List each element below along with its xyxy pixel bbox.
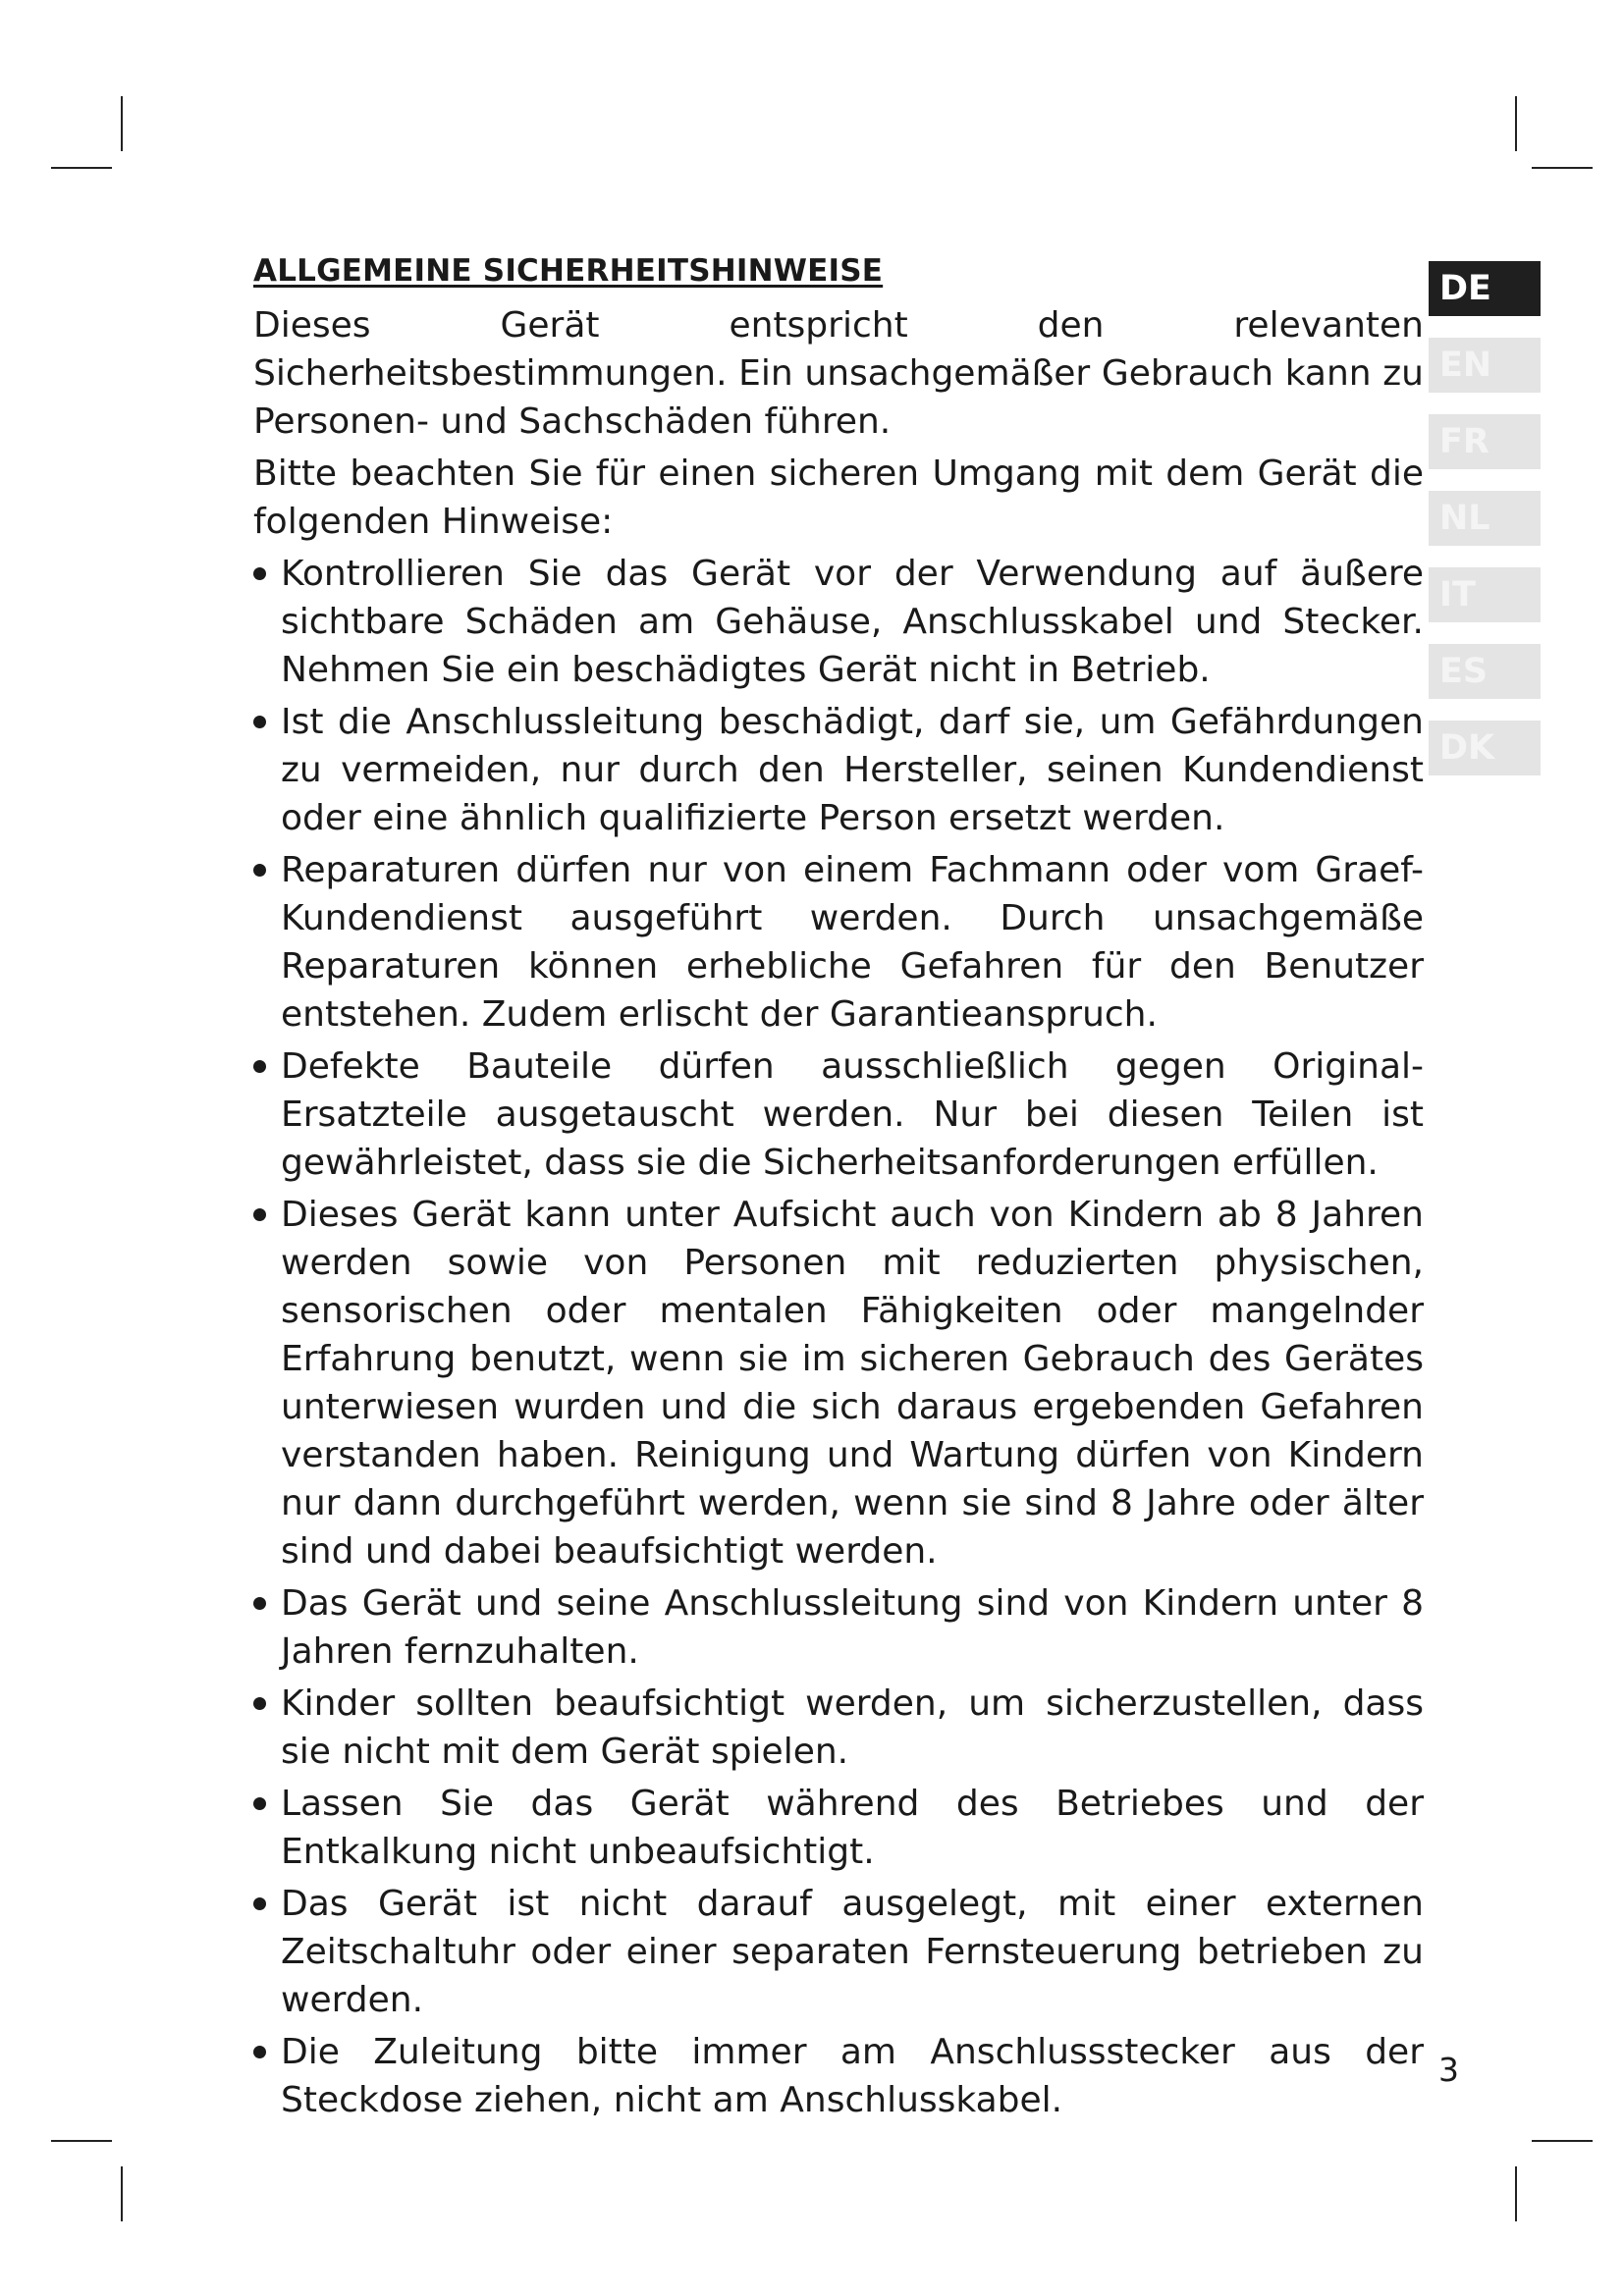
safety-notes-list: [253, 550, 1424, 2124]
crop-mark-top-left-vertical: [121, 96, 123, 151]
bullet-icon: [253, 1697, 266, 1710]
list-item-text: Defekte Bauteile dürfen ausschließlich gegen Original-Ersatzteile ausgetauscht werden. Nur bei diesen Teilen ist gewährleistet, dass sie die Sicherheitsanforderungen erfüllen.: [281, 1046, 1424, 1183]
list-item-text: Das Gerät ist nicht darauf ausgelegt, mit einer externen Zeitschaltuhr oder einer separaten Fernsteuerung betrieben zu werden.: [281, 1884, 1424, 2020]
page-content: [253, 245, 1424, 2128]
crop-mark-top-left-horizontal: [51, 167, 112, 169]
list-item: [253, 1579, 1424, 1676]
list-item: [253, 1191, 1424, 1575]
bullet-icon: [253, 864, 266, 877]
language-tab-it[interactable]: IT: [1429, 567, 1541, 622]
language-tab-dk[interactable]: DK: [1429, 721, 1541, 775]
list-item: [253, 1680, 1424, 1776]
bullet-icon: [253, 1060, 266, 1073]
crop-mark-bottom-left-vertical: [121, 2166, 123, 2221]
list-item: [253, 550, 1424, 694]
language-tab-de[interactable]: DE: [1429, 261, 1541, 316]
language-tabs: [1429, 261, 1541, 797]
crop-mark-bottom-left-horizontal: [51, 2140, 112, 2142]
list-item: [253, 1042, 1424, 1187]
instruction-paragraph: Bitte beachten Sie für einen sicheren Umgang mit dem Gerät die folgenden Hinweise:: [253, 454, 1424, 542]
list-item-text: Die Zuleitung bitte immer am Anschlussstecker aus der Steckdose ziehen, nicht am Anschlusskabel.: [281, 2032, 1424, 2120]
page-number: 3: [1438, 2051, 1459, 2089]
intro-paragraph: Dieses Gerät entspricht den relevanten Sicherheitsbestimmungen. Ein unsachgemäßer Gebrauch kann zu Personen- und Sachschäden führen.: [253, 305, 1424, 442]
crop-mark-bottom-right-vertical: [1515, 2166, 1517, 2221]
section-heading: ALLGEMEINE SICHERHEITSHINWEISE: [253, 253, 884, 289]
bullet-icon: [253, 716, 266, 728]
list-item: [253, 846, 1424, 1039]
list-item-text: Das Gerät und seine Anschlussleitung sind von Kindern unter 8 Jahren fernzuhalten.: [281, 1583, 1424, 1672]
bullet-icon: [253, 567, 266, 580]
bullet-icon: [253, 1797, 266, 1810]
language-tab-nl[interactable]: NL: [1429, 491, 1541, 546]
list-item: [253, 2028, 1424, 2124]
list-item-text: Dieses Gerät kann unter Aufsicht auch von Kindern ab 8 Jahren werden sowie von Personen mit reduzierten physischen, sensorischen oder mentalen Fähigkeiten oder mangelnder Erfahrung benutzt, wenn sie im sicheren Gebrauch des Gerätes unterwiesen wurden und die sich daraus ergebenden Gefahren verstanden haben. Reinigung und Wartung dürfen von Kindern nur dann durchgeführt werden, wenn sie sind 8 Jahre oder älter sind und dabei beaufsichtigt werden.: [281, 1195, 1424, 1572]
list-item-text: Reparaturen dürfen nur von einem Fachmann oder vom Graef-Kundendienst ausgeführt werden. Durch unsachgemäße Reparaturen können erhebliche Gefahren für den Benutzer entstehen. Zudem erlischt der Garantieanspruch.: [281, 850, 1424, 1035]
crop-mark-top-right-vertical: [1515, 96, 1517, 151]
bullet-icon: [253, 1208, 266, 1221]
list-item: [253, 698, 1424, 842]
crop-mark-bottom-right-horizontal: [1532, 2140, 1593, 2142]
list-item-text: Ist die Anschlussleitung beschädigt, darf sie, um Gefährdungen zu vermeiden, nur durch den Hersteller, seinen Kundendienst oder eine ähnlich qualifizierte Person ersetzt werden.: [281, 702, 1424, 838]
list-item-text: Lassen Sie das Gerät während des Betriebes und der Entkalkung nicht unbeaufsichtigt.: [281, 1784, 1424, 1872]
bullet-icon: [253, 2046, 266, 2058]
list-item-text: Kontrollieren Sie das Gerät vor der Verwendung auf äußere sichtbare Schäden am Gehäuse, Anschlusskabel und Stecker. Nehmen Sie ein beschädigtes Gerät nicht in Betrieb.: [281, 554, 1424, 690]
language-tab-en[interactable]: EN: [1429, 338, 1541, 393]
bullet-icon: [253, 1597, 266, 1610]
list-item: [253, 1880, 1424, 2024]
list-item: [253, 1780, 1424, 1876]
language-tab-es[interactable]: ES: [1429, 644, 1541, 699]
list-item-text: Kinder sollten beaufsichtigt werden, um sicherzustellen, dass sie nicht mit dem Gerät spielen.: [281, 1683, 1424, 1772]
bullet-icon: [253, 1897, 266, 1910]
crop-mark-top-right-horizontal: [1532, 167, 1593, 169]
language-tab-fr[interactable]: FR: [1429, 414, 1541, 469]
